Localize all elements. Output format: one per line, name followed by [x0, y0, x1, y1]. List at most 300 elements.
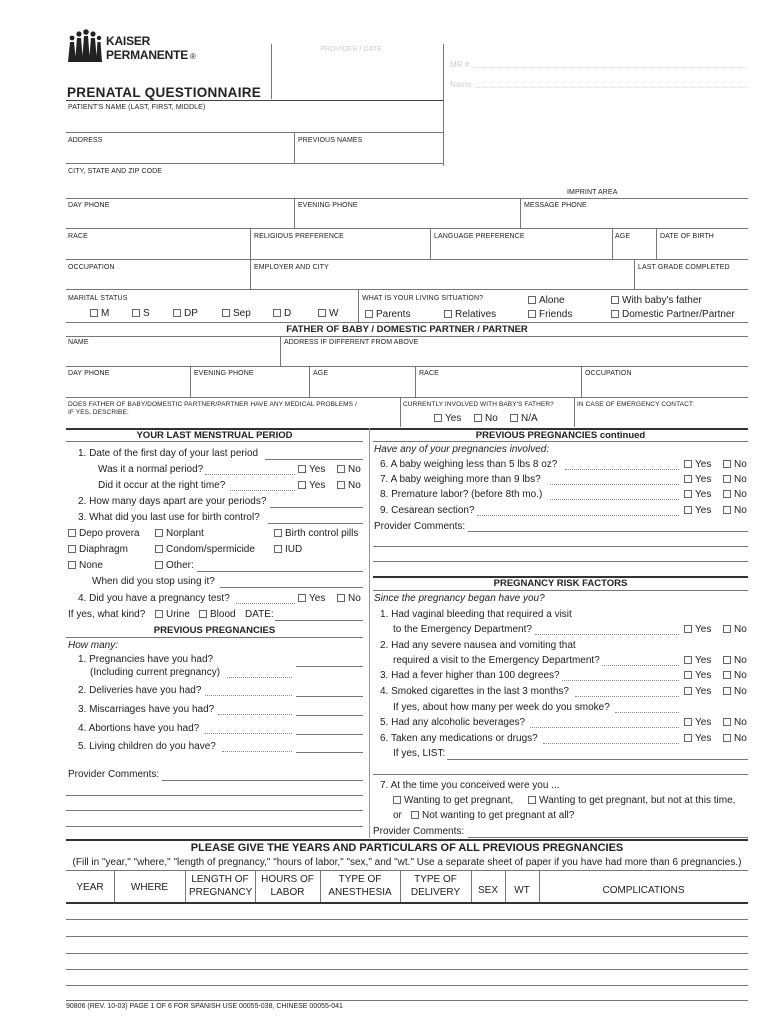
- prev-cont-q8-no[interactable]: [723, 489, 747, 501]
- checkbox-icon: [684, 734, 692, 742]
- risk-q2-yes[interactable]: [684, 655, 711, 667]
- father-evening-phone-field[interactable]: [191, 379, 309, 397]
- option-label: Blood: [210, 609, 236, 620]
- prev-preg-q4-field[interactable]: [296, 723, 363, 735]
- lmp-q2: 2. How many days apart are your periods?: [78, 496, 267, 507]
- father-medical-describe: IF YES, DESCRIBE:: [68, 409, 129, 416]
- checkbox-icon: [434, 414, 442, 422]
- prev-preg-q4: 4. Abortions have you had?: [78, 723, 200, 734]
- mr-label: MR #: [450, 60, 470, 69]
- table-row[interactable]: [66, 903, 748, 919]
- living-option-parents[interactable]: [365, 309, 410, 321]
- father-occupation-label: OCCUPATION: [585, 370, 632, 377]
- no-label: No: [348, 480, 361, 491]
- prev-cont-q6: 6. A baby weighing less than 5 lbs 8 oz?: [380, 459, 558, 470]
- checkbox-icon: [155, 529, 163, 537]
- father-occupation-field[interactable]: [582, 379, 748, 397]
- bc-iud[interactable]: [274, 544, 302, 556]
- risk-q6b-field[interactable]: [373, 748, 748, 775]
- checkbox-icon: [298, 465, 306, 473]
- risk-q1-yes[interactable]: [684, 624, 711, 636]
- marital-option-m[interactable]: [90, 308, 109, 320]
- risk-q7-wanting[interactable]: [393, 795, 513, 807]
- kind-urine[interactable]: [155, 609, 190, 621]
- checkbox-icon: [68, 561, 76, 569]
- prev-preg-q2-field[interactable]: [296, 685, 363, 697]
- evening-phone-field[interactable]: [295, 210, 520, 228]
- checkbox-icon: [684, 687, 692, 695]
- risk-q2-no[interactable]: [723, 655, 747, 667]
- risk-q4: 4. Smoked cigarettes in the last 3 months?: [380, 686, 569, 697]
- yes-label: Yes: [695, 624, 712, 635]
- risk-q5-yes[interactable]: [684, 717, 711, 729]
- father-day-phone-field[interactable]: [66, 379, 190, 397]
- risk-q4-no[interactable]: [723, 686, 747, 698]
- previous-names-field[interactable]: [295, 146, 443, 163]
- risk-q2b: required a visit to the Emergency Department?: [393, 655, 600, 666]
- employer-label: EMPLOYER AND CITY: [254, 264, 329, 271]
- checkbox-icon: [90, 309, 98, 317]
- bc-norplant[interactable]: [155, 528, 204, 540]
- col-length: LENGTH OF PREGNANCY: [189, 874, 253, 898]
- previous-names-label: PREVIOUS NAMES: [298, 137, 363, 144]
- living-situation-label: WHAT IS YOUR LIVING SITUATION?: [362, 295, 484, 302]
- no-label: No: [734, 686, 747, 697]
- col-hours: HOURS OF LABOR: [261, 874, 314, 898]
- language-label: LANGUAGE PREFERENCE: [434, 233, 525, 240]
- emergency-contact-field[interactable]: [577, 410, 748, 426]
- checkbox-icon: [298, 481, 306, 489]
- checkbox-icon: [723, 687, 731, 695]
- option-label: Wanting to get pregnant,: [404, 795, 514, 806]
- option-label: None: [79, 560, 103, 571]
- risk-q7-or: or: [393, 810, 402, 821]
- left-provider-comments-label: Provider Comments:: [68, 769, 160, 780]
- prev-cont-q6-no[interactable]: [723, 459, 747, 471]
- patient-name-label: PATIENT'S NAME (LAST, FIRST, MIDDLE): [68, 104, 206, 111]
- father-race-field[interactable]: [416, 379, 581, 397]
- father-name-label: NAME: [68, 339, 89, 346]
- checkbox-icon: [393, 796, 401, 804]
- prev-preg-q3-field[interactable]: [296, 704, 363, 716]
- risk-q6-yes[interactable]: [684, 733, 711, 745]
- col-wt: WT: [514, 885, 530, 896]
- father-age-field[interactable]: [310, 379, 415, 397]
- risk-q5: 5. Had any alcoholic beverages?: [380, 717, 526, 728]
- checkbox-icon: [723, 490, 731, 498]
- checkbox-icon: [199, 610, 207, 618]
- table-heading: PLEASE GIVE THE YEARS AND PARTICULARS OF ALL PREVIOUS PREGNANCIES: [190, 842, 624, 854]
- day-phone-field[interactable]: [66, 210, 294, 228]
- checkbox-icon: [611, 310, 619, 318]
- living-option-friends[interactable]: [528, 309, 572, 321]
- option-label: Friends: [539, 309, 573, 320]
- prev-cont-q9: 9. Cesarean section?: [380, 505, 475, 516]
- dob-label: DATE OF BIRTH: [660, 233, 714, 240]
- risk-q4-yes[interactable]: [684, 686, 711, 698]
- prev-cont-q9-no[interactable]: [723, 505, 747, 517]
- option-label: N/A: [521, 413, 538, 424]
- prev-cont-q7-yes[interactable]: [684, 474, 711, 486]
- option-label: W: [329, 308, 339, 319]
- prev-preg-q1b: (Including current pregnancy): [90, 667, 221, 678]
- checkbox-icon: [684, 625, 692, 633]
- checkbox-icon: [723, 718, 731, 726]
- race-field[interactable]: [66, 242, 250, 259]
- no-label: No: [734, 624, 747, 635]
- option-label: Birth control pills: [285, 528, 359, 539]
- option-label: Urine: [166, 609, 190, 620]
- evening-phone-label: EVENING PHONE: [298, 202, 358, 209]
- yes-label: Yes: [695, 655, 712, 666]
- col-complications: COMPLICATIONS: [602, 885, 685, 896]
- logo-line2-text: PERMANENTE: [106, 48, 189, 62]
- imprint-area-label: IMPRINT AREA: [567, 189, 618, 196]
- religious-field[interactable]: [251, 242, 430, 259]
- prev-preg-q1: 1. Pregnancies have you had?: [78, 654, 214, 665]
- checkbox-icon: [684, 718, 692, 726]
- father-name-field[interactable]: [66, 348, 280, 366]
- risk-q6-no[interactable]: [723, 733, 747, 745]
- risk-q4b: If yes, about how many per week do you smoke?: [393, 702, 610, 713]
- last-grade-field[interactable]: [635, 272, 748, 289]
- father-medical-question: DOES FATHER OF BABY/DOMESTIC PARTNER/PARTNER HAVE ANY MEDICAL PROBLEMS /: [68, 401, 357, 408]
- prev-cont-q7-no[interactable]: [723, 474, 747, 486]
- yes-label: Yes: [695, 670, 712, 681]
- col-year: YEAR: [76, 882, 104, 893]
- provider-date-label: PROVIDER / DATE: [320, 46, 383, 53]
- father-address-field[interactable]: [281, 348, 748, 366]
- checkbox-icon: [611, 296, 619, 304]
- no-label: No: [734, 717, 747, 728]
- age-field[interactable]: [613, 242, 656, 259]
- checkbox-icon: [528, 296, 536, 304]
- option-label: Other:: [166, 560, 194, 571]
- checkbox-icon: [723, 656, 731, 664]
- marital-option-w[interactable]: [318, 308, 338, 320]
- risk-q6: 6. Taken any medications or drugs?: [380, 733, 538, 744]
- no-label: No: [734, 505, 747, 516]
- lmp-q4-kind: If yes, what kind?: [68, 609, 146, 620]
- yes-label: Yes: [695, 733, 712, 744]
- option-label: D: [284, 308, 292, 319]
- prev-cont-q7: 7. A baby weighing more than 9 lbs?: [380, 474, 541, 485]
- option-label: Not wanting to get pregnant at all?: [422, 810, 575, 821]
- checkbox-icon: [337, 594, 345, 602]
- prev-preg-q5-field[interactable]: [296, 741, 363, 753]
- checkbox-icon: [684, 671, 692, 679]
- option-label: IUD: [285, 544, 303, 555]
- logo-line2: [106, 48, 196, 62]
- prev-preg-heading: PREVIOUS PREGNANCIES: [153, 625, 276, 636]
- bc-diaphragm[interactable]: [68, 544, 128, 556]
- table-row[interactable]: [66, 920, 748, 936]
- prev-preg-q3: 3. Miscarriages have you had?: [78, 704, 215, 715]
- checkbox-icon: [684, 656, 692, 664]
- checkbox-icon: [510, 414, 518, 422]
- yes-label: Yes: [695, 474, 712, 485]
- yes-label: Yes: [309, 480, 326, 491]
- checkbox-icon: [68, 529, 76, 537]
- checkbox-icon: [155, 610, 163, 618]
- risk-intro: Since the pregnancy began have you?: [374, 593, 545, 604]
- marital-option-d[interactable]: [273, 308, 291, 320]
- checkbox-icon: [411, 811, 419, 819]
- no-label: No: [734, 655, 747, 666]
- prev-preg-q5: 5. Living children do you have?: [78, 741, 216, 752]
- right-provider-comments-label: Provider Comments:: [374, 521, 466, 532]
- option-label: Alone: [539, 295, 565, 306]
- marital-option-sep[interactable]: [222, 308, 251, 320]
- col-where: WHERE: [130, 882, 169, 893]
- risk-q1-no[interactable]: [723, 624, 747, 636]
- yes-label: Yes: [695, 459, 712, 470]
- option-label: Relatives: [455, 309, 497, 320]
- prev-cont-heading: PREVIOUS PREGNANCIES continued: [475, 430, 646, 441]
- language-field[interactable]: [431, 242, 612, 259]
- right-provider-comments-field[interactable]: [373, 521, 748, 576]
- lmp-stop-field[interactable]: [220, 576, 363, 588]
- checkbox-icon: [155, 545, 163, 553]
- option-label: Condom/spermicide: [166, 544, 255, 555]
- how-many-label: How many:: [68, 640, 119, 651]
- kind-blood[interactable]: [199, 609, 236, 621]
- risk-q4b-field[interactable]: [615, 702, 679, 714]
- father-race-label: RACE: [419, 370, 439, 377]
- lmp-q1a-yes[interactable]: [298, 464, 325, 476]
- checkbox-icon: [723, 506, 731, 514]
- checkbox-icon: [173, 309, 181, 317]
- checkbox-icon: [474, 414, 482, 422]
- checkbox-icon: [274, 529, 282, 537]
- col-sex: SEX: [477, 885, 498, 896]
- bc-depo-provera[interactable]: [68, 528, 140, 540]
- risk-q3-yes[interactable]: [684, 670, 711, 682]
- lmp-q1a: Was it a normal period?: [98, 464, 204, 475]
- bc-none[interactable]: [68, 560, 103, 572]
- checkbox-icon: [723, 625, 731, 633]
- religious-label: RELIGIOUS PREFERENCE: [254, 233, 344, 240]
- checkbox-icon: [528, 796, 536, 804]
- option-label: DP: [184, 308, 198, 319]
- marital-option-s[interactable]: [132, 308, 150, 320]
- age-label: AGE: [615, 233, 631, 240]
- yes-label: Yes: [309, 464, 326, 475]
- checkbox-icon: [684, 490, 692, 498]
- marital-status-label: MARITAL STATUS: [68, 295, 128, 302]
- table-row[interactable]: [66, 954, 748, 969]
- prev-cont-q6-yes[interactable]: [684, 459, 711, 471]
- checkbox-icon: [222, 309, 230, 317]
- message-phone-field[interactable]: [521, 210, 748, 228]
- lmp-heading: YOUR LAST MENSTRUAL PERIOD: [136, 430, 293, 441]
- day-phone-label: DAY PHONE: [68, 202, 110, 209]
- checkbox-icon: [684, 475, 692, 483]
- prev-preg-q2: 2. Deliveries have you had?: [78, 685, 202, 696]
- table-row[interactable]: [66, 986, 748, 1000]
- option-label: Parents: [376, 309, 411, 320]
- checkbox-icon: [723, 460, 731, 468]
- prev-cont-q8: 8. Premature labor? (before 8th mo.): [380, 489, 543, 500]
- kaiser-logo: [66, 28, 216, 66]
- no-label: No: [734, 733, 747, 744]
- checkbox-icon: [723, 671, 731, 679]
- risk-q1a: 1. Had vaginal bleeding that required a visit: [380, 609, 572, 620]
- last-grade-label: LAST GRADE COMPLETED: [638, 264, 730, 271]
- option-label: Diaphragm: [79, 544, 128, 555]
- emergency-contact-label: IN CASE OF EMERGENCY CONTACT:: [577, 401, 695, 408]
- father-evening-phone-label: EVENING PHONE: [194, 370, 254, 377]
- father-heading: FATHER OF BABY / DOMESTIC PARTNER / PARTNER: [286, 324, 528, 335]
- checkbox-icon: [528, 310, 536, 318]
- prev-preg-q1-field[interactable]: [296, 655, 363, 667]
- option-label: With baby's father: [622, 295, 702, 306]
- table-row[interactable]: [66, 970, 748, 985]
- yes-label: Yes: [695, 489, 712, 500]
- option-label: S: [143, 308, 150, 319]
- col-anesthesia: TYPE OF ANESTHESIA: [328, 874, 392, 898]
- checkbox-icon: [365, 310, 373, 318]
- table-row[interactable]: [66, 937, 748, 953]
- page-title: PRENATAL QUESTIONNAIRE: [67, 85, 262, 100]
- checkbox-icon: [684, 506, 692, 514]
- occupation-label: OCCUPATION: [68, 264, 115, 271]
- lmp-q1: 1. Date of the first day of your last period: [78, 448, 259, 459]
- logo-line1: KAISER: [106, 34, 151, 48]
- no-label: No: [348, 464, 361, 475]
- address-label: ADDRESS: [68, 137, 103, 144]
- checkbox-icon: [337, 465, 345, 473]
- bc-pills[interactable]: [274, 528, 358, 540]
- lmp-q1-field[interactable]: [265, 448, 363, 460]
- occupation-field[interactable]: [66, 272, 250, 289]
- option-label: Sep: [233, 308, 251, 319]
- no-label: No: [734, 670, 747, 681]
- lmp-date-field[interactable]: [275, 609, 363, 621]
- no-label: No: [734, 489, 747, 500]
- checkbox-icon: [684, 460, 692, 468]
- checkbox-icon: [444, 310, 452, 318]
- living-option-babys-father[interactable]: [611, 295, 702, 307]
- lmp-q2-field[interactable]: [270, 496, 363, 508]
- prev-cont-intro: Have any of your pregnancies involved:: [374, 444, 550, 455]
- kaiser-logo-icon: [66, 28, 102, 62]
- involved-label: CURRENTLY INVOLVED WITH BABY'S FATHER?: [403, 401, 554, 408]
- checkbox-icon: [298, 594, 306, 602]
- risk-provider-comments-label: Provider Comments:: [373, 826, 465, 837]
- bc-condom[interactable]: [155, 544, 255, 556]
- option-label: Depo provera: [79, 528, 140, 539]
- no-label: No: [348, 593, 361, 604]
- checkbox-icon: [155, 561, 163, 569]
- prev-cont-q9-yes[interactable]: [684, 505, 711, 517]
- lmp-q4: 4. Did you have a pregnancy test?: [78, 593, 230, 604]
- lmp-stop-label: When did you stop using it?: [92, 576, 215, 587]
- lmp-date-label: DATE:: [245, 609, 274, 620]
- table-subheading: (Fill in "year," "where," "length of pregnancy," "hours of labor," "sex," and "wt." Use a separate sheet of paper if you have had more than 6 pregnancies.): [72, 857, 742, 868]
- option-label: Yes: [445, 413, 462, 424]
- risk-q6b: If yes, LIST:: [393, 748, 446, 759]
- living-option-partner[interactable]: [611, 309, 735, 321]
- risk-q5-no[interactable]: [723, 717, 747, 729]
- city-label: CITY, STATE AND ZIP CODE: [68, 168, 163, 175]
- marital-option-dp[interactable]: [173, 308, 198, 320]
- lmp-q3: 3. What did you last use for birth control?: [78, 512, 260, 523]
- col-delivery: TYPE OF DELIVERY: [410, 874, 461, 898]
- lmp-q1b-yes[interactable]: [298, 480, 325, 492]
- name-label: Name: [450, 80, 472, 89]
- lmp-q3-field[interactable]: [268, 512, 363, 524]
- risk-q7-not-wanting[interactable]: [411, 810, 574, 822]
- bc-other-field[interactable]: [197, 560, 363, 572]
- father-day-phone-label: DAY PHONE: [68, 370, 110, 377]
- risk-q1b: to the Emergency Department?: [393, 624, 532, 635]
- risk-q7-not-this-time[interactable]: [528, 795, 735, 807]
- checkbox-icon: [318, 309, 326, 317]
- lmp-q1b-no[interactable]: [337, 480, 361, 492]
- footer-text: 90806 (REV. 10-03) PAGE 1 OF 6 FOR SPANISH USE 00055-038, CHINESE 00055-041: [66, 1003, 343, 1010]
- lmp-q4-no[interactable]: [337, 593, 361, 605]
- involved-no[interactable]: [474, 413, 498, 425]
- risk-heading: PREGNANCY RISK FACTORS: [493, 578, 628, 589]
- no-label: No: [734, 459, 747, 470]
- checkbox-icon: [337, 481, 345, 489]
- risk-q2a: 2. Had any severe nausea and vomiting that: [380, 640, 576, 651]
- option-label: Norplant: [166, 528, 204, 539]
- patient-name-field[interactable]: [66, 112, 443, 132]
- prev-cont-q8-yes[interactable]: [684, 489, 711, 501]
- father-address-label: ADDRESS IF DIFFERENT FROM ABOVE: [284, 339, 419, 346]
- option-label: No: [485, 413, 498, 424]
- checkbox-icon: [723, 734, 731, 742]
- involved-yes[interactable]: [434, 413, 461, 425]
- checkbox-icon: [723, 475, 731, 483]
- yes-label: Yes: [695, 717, 712, 728]
- yes-label: Yes: [309, 593, 326, 604]
- message-phone-label: MESSAGE PHONE: [524, 202, 587, 209]
- lmp-q4-yes[interactable]: [298, 593, 325, 605]
- race-label: RACE: [68, 233, 88, 240]
- lmp-q1a-no[interactable]: [337, 464, 361, 476]
- logo-registered: ®: [190, 52, 196, 61]
- risk-q7: 7. At the time you conceived were you ...: [380, 780, 560, 791]
- address-field[interactable]: [66, 146, 294, 163]
- dob-field[interactable]: [657, 242, 748, 259]
- yes-label: Yes: [695, 505, 712, 516]
- father-age-label: AGE: [313, 370, 329, 377]
- living-option-relatives[interactable]: [444, 309, 496, 321]
- checkbox-icon: [68, 545, 76, 553]
- checkbox-icon: [274, 545, 282, 553]
- option-label: M: [101, 308, 110, 319]
- bc-other[interactable]: [155, 560, 194, 572]
- checkbox-icon: [273, 309, 281, 317]
- option-label: Domestic Partner/Partner: [622, 309, 735, 320]
- involved-na[interactable]: [510, 413, 538, 425]
- no-label: No: [734, 474, 747, 485]
- employer-field[interactable]: [251, 272, 634, 289]
- risk-q3-no[interactable]: [723, 670, 747, 682]
- living-option-alone[interactable]: [528, 295, 565, 307]
- risk-q3: 3. Had a fever higher than 100 degrees?: [380, 670, 560, 681]
- father-medical-field[interactable]: [140, 410, 398, 426]
- yes-label: Yes: [695, 686, 712, 697]
- left-provider-comments-field[interactable]: [66, 769, 363, 827]
- city-field[interactable]: [66, 177, 443, 194]
- lmp-q1b: Did it occur at the right time?: [98, 480, 226, 491]
- checkbox-icon: [132, 309, 140, 317]
- option-label: Wanting to get pregnant, but not at this time,: [539, 795, 736, 806]
